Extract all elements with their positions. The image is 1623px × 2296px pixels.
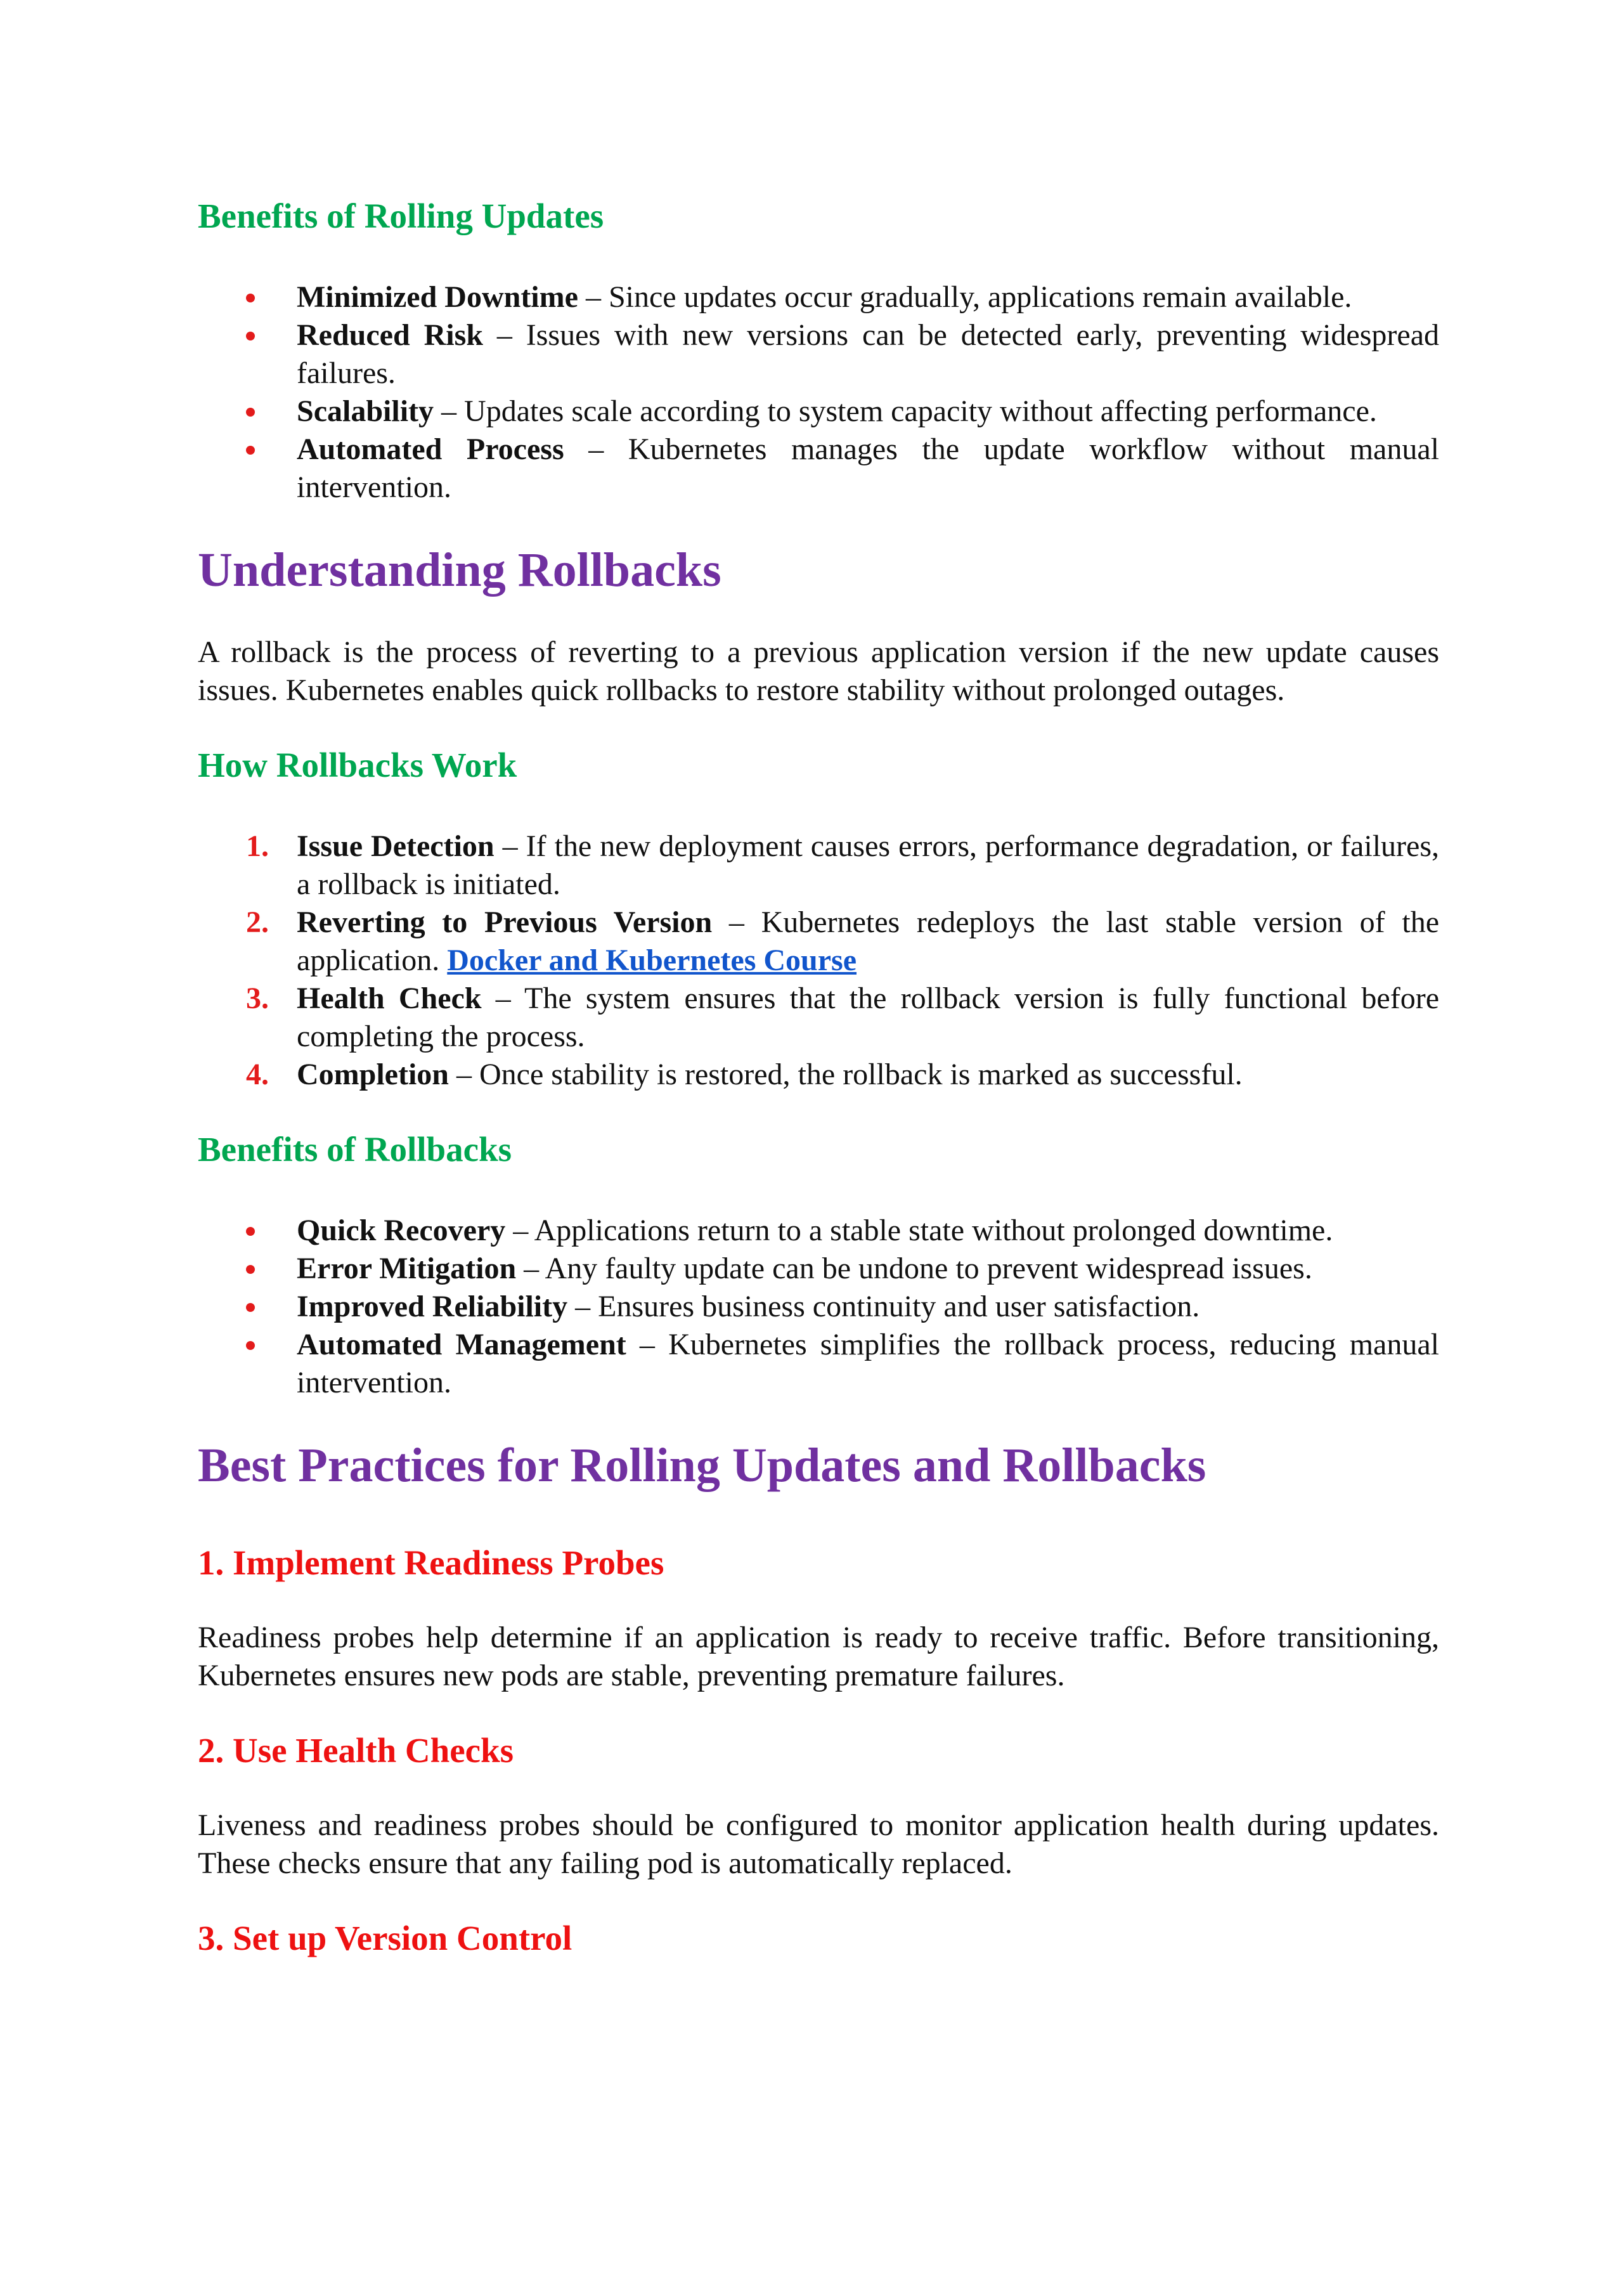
list-item bbox=[198, 827, 1439, 904]
list-item bbox=[198, 904, 1439, 980]
bullet-icon bbox=[246, 1341, 255, 1350]
section-heading-benefits-rollbacks: Benefits of Rollbacks bbox=[198, 1130, 512, 1169]
item-term: Reverting to Previous Version bbox=[297, 905, 713, 939]
item-term: Completion bbox=[297, 1058, 449, 1091]
item-number: 2. bbox=[246, 905, 269, 939]
item-number: 1. bbox=[246, 829, 269, 863]
item-term: Automated Process bbox=[297, 432, 564, 466]
item-term: Minimized Downtime bbox=[297, 280, 578, 314]
rollback-intro-paragraph: A rollback is the process of reverting to a previous application version if the new update causes issues. Kubernetes enables quick rollbacks to restore stability without prolonged outages. bbox=[198, 635, 1439, 707]
item-text: – Updates scale according to system capacity without affecting performance. bbox=[434, 394, 1377, 428]
item-text: – Since updates occur gradually, applications remain available. bbox=[578, 280, 1352, 314]
bullet-icon bbox=[246, 1303, 255, 1312]
list-item bbox=[198, 1056, 1439, 1094]
item-term: Error Mitigation bbox=[297, 1252, 517, 1285]
practice-paragraph-readiness-probes: Readiness probes help determine if an application is ready to receive traffic. Before transitioning, Kubernetes ensures new pods are stable, preventing premature failures. bbox=[198, 1621, 1439, 1692]
list-item bbox=[198, 1326, 1439, 1402]
list-item bbox=[198, 316, 1439, 392]
item-term: Health Check bbox=[297, 982, 482, 1015]
practice-heading-version-control: 3. Set up Version Control bbox=[198, 1919, 572, 1957]
practice-paragraph-health-checks: Liveness and readiness probes should be configured to monitor application health during updates. These checks ensure that any failing pod is automatically replaced. bbox=[198, 1808, 1439, 1880]
item-text: – Ensures business continuity and user satisfaction. bbox=[567, 1290, 1200, 1323]
item-term: Automated Management bbox=[297, 1328, 626, 1361]
item-number: 4. bbox=[246, 1058, 269, 1091]
list-item bbox=[198, 980, 1439, 1056]
item-term: Quick Recovery bbox=[297, 1214, 506, 1247]
bullet-icon bbox=[246, 1265, 255, 1274]
bullet-icon bbox=[246, 1227, 255, 1236]
item-text: – Kubernetes manages the update workflow without manual intervention. bbox=[297, 432, 1439, 504]
item-term: Issue Detection bbox=[297, 829, 495, 863]
item-text: – Once stability is restored, the rollback is marked as successful. bbox=[449, 1058, 1243, 1091]
bullet-icon bbox=[246, 446, 255, 455]
item-term: Reduced Risk bbox=[297, 318, 483, 352]
list-item bbox=[198, 431, 1439, 507]
document-page bbox=[198, 193, 1439, 1961]
how-rollbacks-work-list bbox=[198, 827, 1439, 1094]
item-text: – Kubernetes redeploys the last stable version of the application. bbox=[297, 905, 1439, 977]
item-text: – If the new deployment causes errors, performance degradation, or failures, a rollback is initiated. bbox=[297, 829, 1439, 901]
list-item bbox=[198, 1250, 1439, 1288]
list-item bbox=[198, 1212, 1439, 1250]
item-number: 3. bbox=[246, 982, 269, 1015]
docker-kubernetes-course-link[interactable]: Docker and Kubernetes Course bbox=[447, 944, 857, 977]
benefits-rollbacks-list bbox=[198, 1212, 1439, 1402]
item-text: – Any faulty update can be undone to prevent widespread issues. bbox=[516, 1252, 1312, 1285]
item-text: – Kubernetes simplifies the rollback process, reducing manual intervention. bbox=[297, 1328, 1439, 1399]
item-term: Improved Reliability bbox=[297, 1290, 568, 1323]
benefits-rolling-updates-list bbox=[198, 278, 1439, 507]
practice-heading-health-checks: 2. Use Health Checks bbox=[198, 1731, 514, 1770]
item-text: – Applications return to a stable state without prolonged downtime. bbox=[505, 1214, 1333, 1247]
bullet-icon bbox=[246, 332, 255, 341]
list-item bbox=[198, 278, 1439, 316]
item-text: – Issues with new versions can be detected early, preventing widespread failures. bbox=[297, 318, 1439, 390]
section-heading-how-rollbacks-work: How Rollbacks Work bbox=[198, 746, 517, 784]
section-heading-understanding-rollbacks: Understanding Rollbacks bbox=[198, 543, 721, 597]
item-text: – The system ensures that the rollback version is fully functional before completing the process. bbox=[297, 982, 1439, 1053]
section-heading-best-practices: Best Practices for Rolling Updates and Rollbacks bbox=[198, 1439, 1206, 1492]
list-item bbox=[198, 392, 1439, 431]
item-term: Scalability bbox=[297, 394, 434, 428]
bullet-icon bbox=[246, 294, 255, 302]
list-item bbox=[198, 1288, 1439, 1326]
practice-heading-readiness-probes: 1. Implement Readiness Probes bbox=[198, 1543, 664, 1582]
section-heading-benefits-rolling-updates: Benefits of Rolling Updates bbox=[198, 197, 604, 235]
bullet-icon bbox=[246, 408, 255, 417]
